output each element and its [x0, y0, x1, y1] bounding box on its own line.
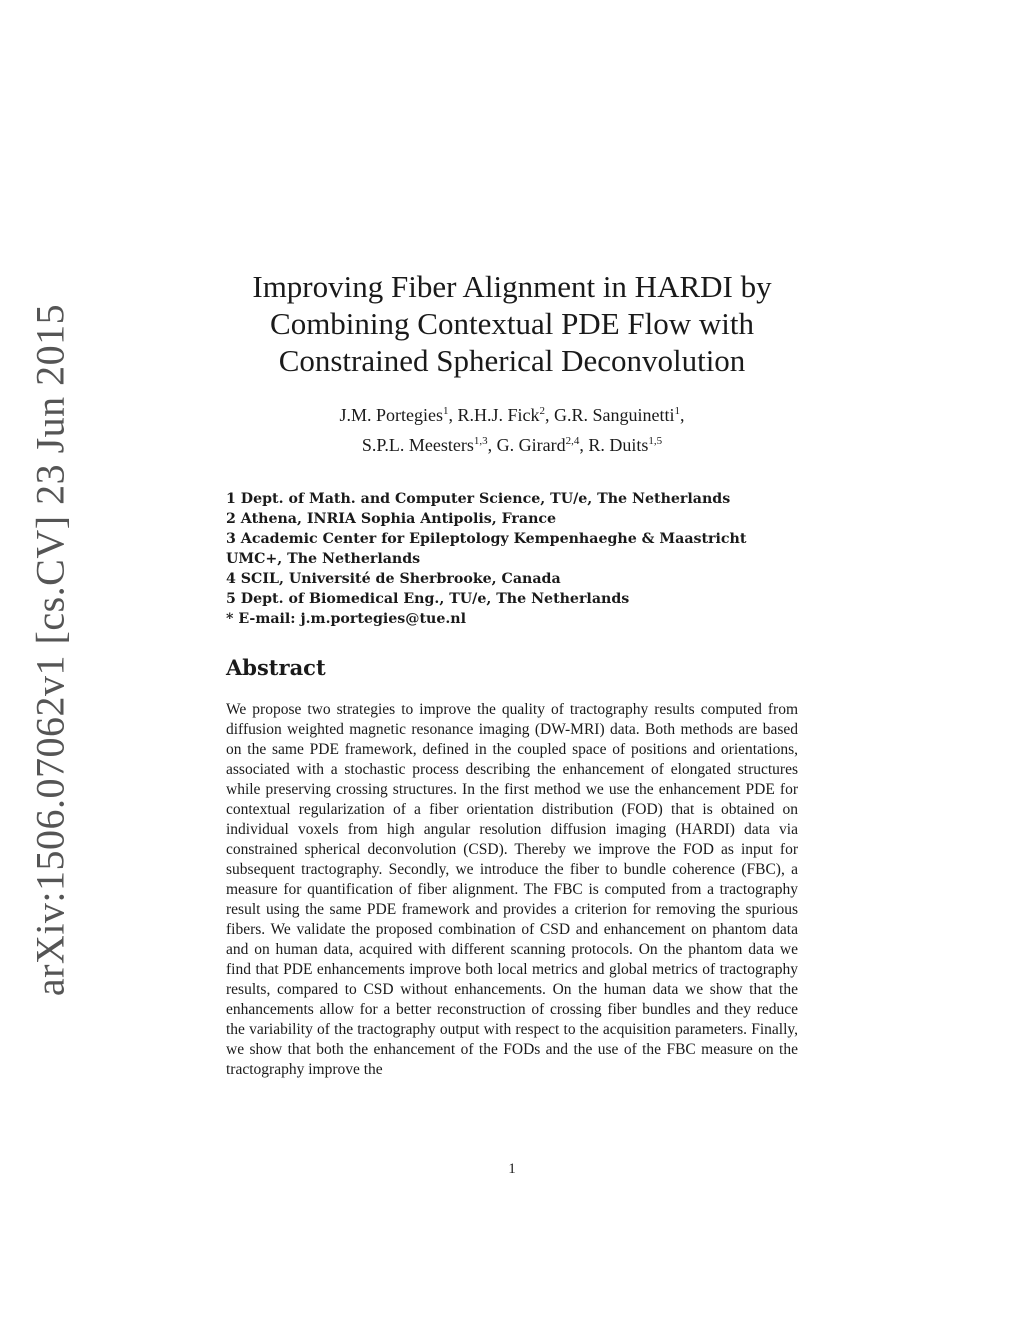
author-separator: , — [680, 405, 685, 425]
author-separator: , — [487, 435, 497, 455]
affiliation-line: UMC+, The Netherlands — [226, 551, 421, 567]
abstract-text: We propose two strategies to improve the quality of tractography results computed from diffusion weighted magnetic resonance imaging (DW-MRI) data. Both methods are based on the same PDE framework, defined in the coupled space of positions and orientations, associated with a stochastic process describing the enhancement of elongated structures while preserving crossing structures. In the first method we use the enhancement PDE for contextual regularization of a fiber orientation distribution (FOD) that is obtained on individual voxels from high angular resolution diffusion imaging (HARDI) data via constrained spherical deconvolution (CSD). Thereby we improve the FOD as input for subsequent tractography. Secondly, we introduce the fiber to bundle coherence (FBC), a measure for quantification of fiber alignment. The FBC is computed from a tractography result using the same PDE framework and provides a criterion for removing the spurious fibers. We validate the proposed combination of CSD and enhancement on phantom data and on human data, acquired with different scanning protocols. On the phantom data we find that PDE enhancements improve both local metrics and global metrics of tractography results, compared to CSD without enhancements. On the human data we show that the enhancements allow for a better reconstruction of crossing fiber bundles and they reduce the variability of the tractography output with respect to the acquisition parameters. Finally, we show that both the enhancement of the FODs and the use of the FBC measure on the tractography improve the — [226, 701, 798, 1078]
author-line — [0, 398, 1024, 428]
affiliation-list — [226, 489, 806, 629]
author-separator: , — [579, 435, 589, 455]
author-name: S.P.L. Meesters — [361, 435, 474, 455]
title-line: Constrained Spherical Deconvolution — [278, 343, 746, 378]
affiliation-line: 4 SCIL, Université de Sherbrooke, Canada — [226, 571, 561, 587]
abstract-heading: Abstract — [226, 655, 326, 680]
author-affiliation-mark: 2 — [539, 405, 545, 417]
author-affiliation-mark: 1,3 — [473, 435, 488, 447]
affiliation-line: 2 Athena, INRIA Sophia Antipolis, France — [226, 511, 557, 527]
author-affiliation-mark: 1 — [442, 405, 449, 417]
affiliation-line: 1 Dept. of Math. and Computer Science, TU/e, The Netherlands — [226, 491, 731, 507]
arxiv-identifier: arXiv:1506.07062v1 [cs.CV] 23 Jun 2015 — [27, 303, 73, 997]
title-line: Improving Fiber Alignment in HARDI by — [252, 269, 772, 304]
author-separator: , — [545, 405, 554, 425]
author-name: J.M. Portegies — [339, 405, 443, 425]
title-line: Combining Contextual PDE Flow with — [270, 306, 754, 341]
author-affiliation-mark: 1,5 — [648, 435, 663, 447]
author-separator: , — [448, 405, 458, 425]
author-list — [0, 398, 1024, 458]
paper-title — [0, 268, 1024, 379]
author-name: G. Girard — [496, 435, 566, 455]
contact-email: * E-mail: j.m.portegies@tue.nl — [226, 611, 466, 627]
author-line — [0, 428, 1024, 458]
author-name: R. Duits — [588, 435, 649, 455]
author-name: G.R. Sanguinetti — [554, 405, 675, 425]
author-affiliation-mark: 2,4 — [565, 435, 580, 447]
affiliation-line: 5 Dept. of Biomedical Eng., TU/e, The Netherlands — [226, 591, 630, 607]
page-number: 1 — [508, 1161, 516, 1177]
author-affiliation-mark: 1 — [674, 405, 680, 417]
affiliation-line: 3 Academic Center for Epileptology Kempenhaeghe & Maastricht — [226, 531, 747, 547]
author-name: R.H.J. Fick — [457, 405, 540, 425]
